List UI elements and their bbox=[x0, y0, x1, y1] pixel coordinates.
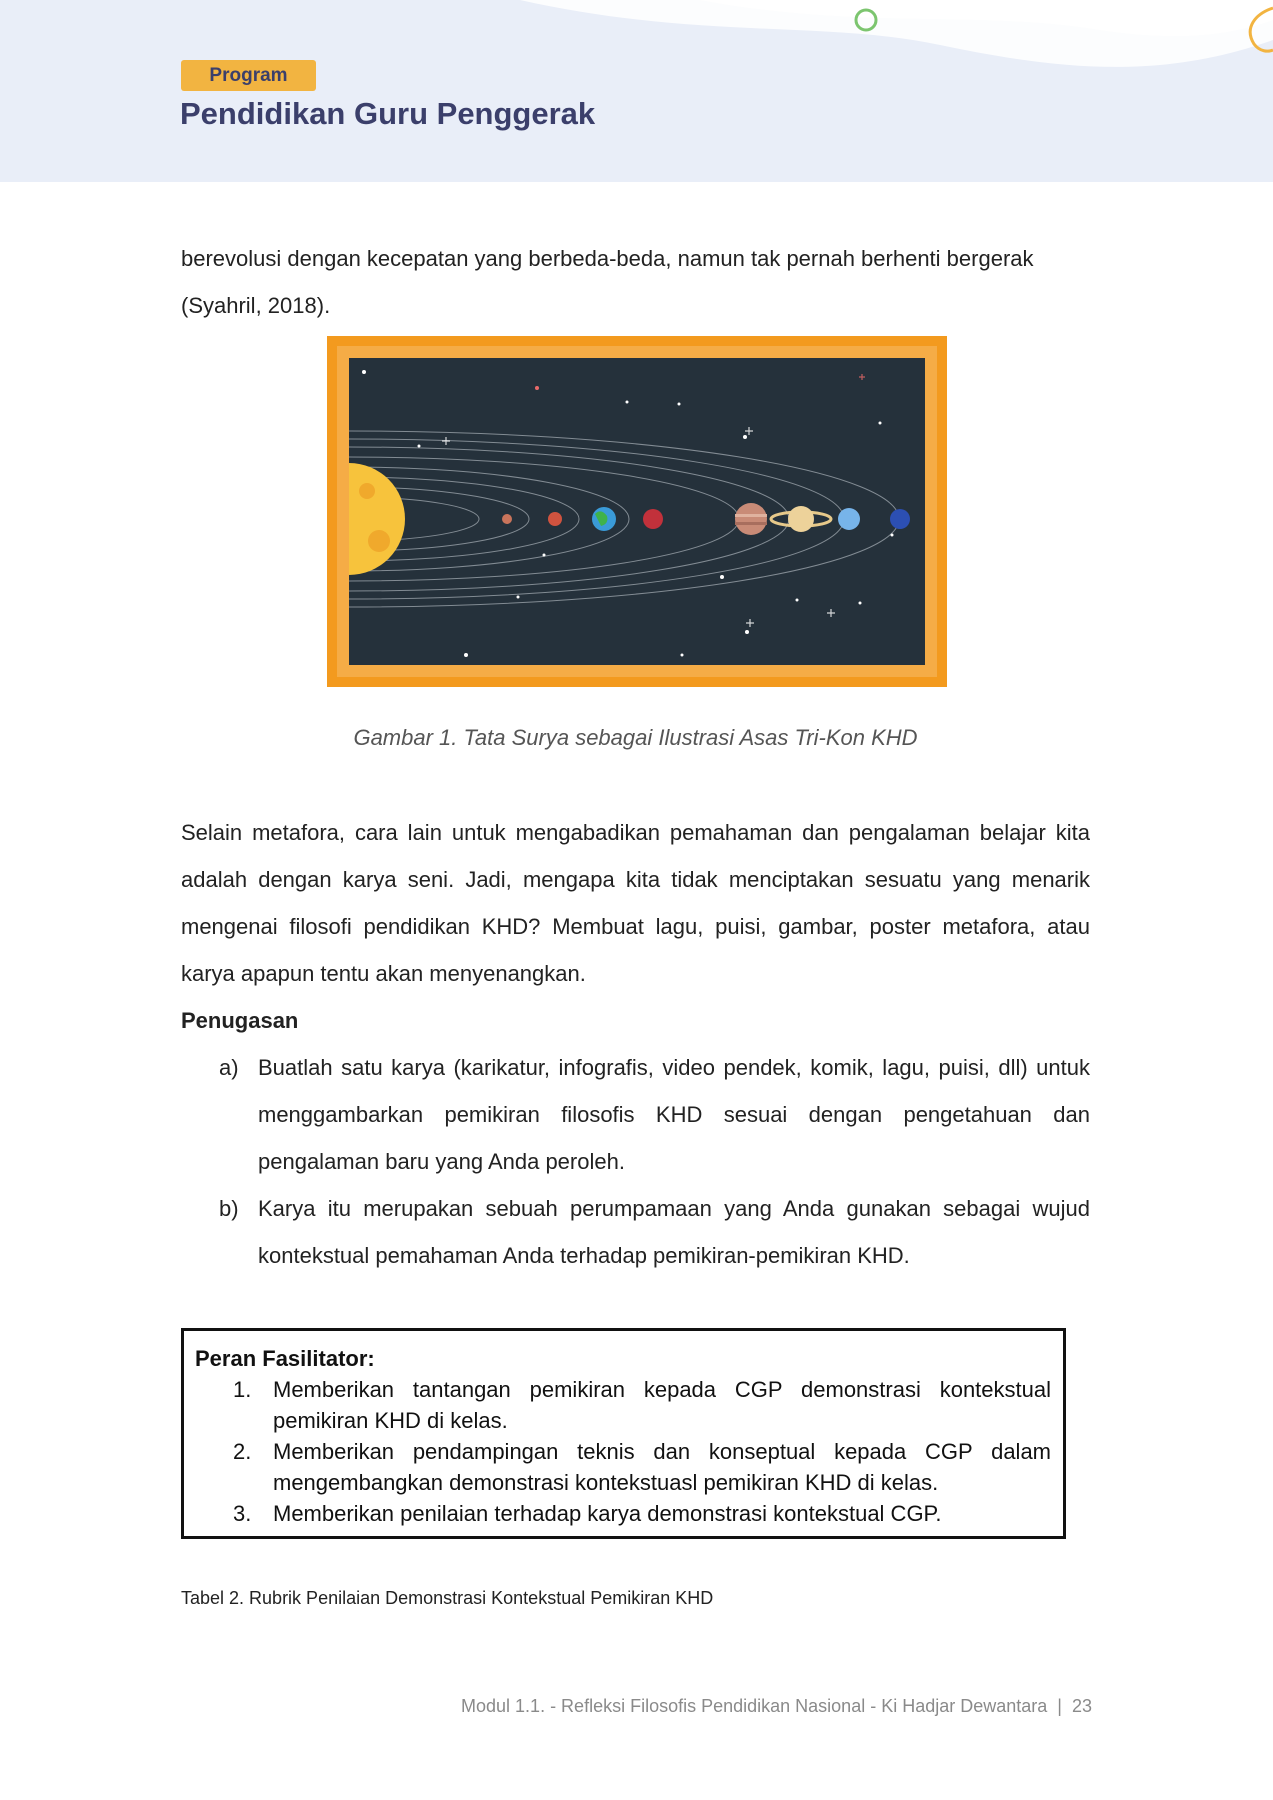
facilitator-item-number: 1. bbox=[233, 1377, 252, 1402]
facilitator-item bbox=[195, 1374, 1051, 1436]
footer-separator: | bbox=[1057, 1696, 1062, 1716]
assignment-heading: Penugasan bbox=[181, 1008, 299, 1033]
table-caption: Tabel 2. Rubrik Penilaian Demonstrasi Kontekstual Pemikiran KHD bbox=[181, 1588, 714, 1608]
solar-system-illustration bbox=[327, 336, 947, 687]
planet-uranus bbox=[838, 508, 860, 530]
page-header bbox=[0, 0, 1273, 182]
facilitator-item bbox=[195, 1436, 1051, 1498]
planet-neptune bbox=[890, 509, 910, 529]
facilitator-item-text: Memberikan penilaian terhadap karya demonstrasi kontekstual CGP. bbox=[273, 1501, 942, 1526]
planet-mercury bbox=[502, 514, 512, 524]
intro-line-1: berevolusi dengan kecepatan yang berbeda-beda, namun tak pernah berhenti bergerak bbox=[181, 246, 1034, 271]
space-background bbox=[349, 358, 925, 665]
facilitator-item bbox=[195, 1498, 1051, 1529]
program-badge: Program bbox=[181, 60, 316, 91]
planet-saturn bbox=[788, 506, 814, 532]
facilitator-item-number: 3. bbox=[233, 1501, 252, 1526]
footer-module-title: Modul 1.1. - Refleksi Filosofis Pendidikan Nasional - Ki Hadjar Dewantara bbox=[461, 1696, 1048, 1716]
planet-mars bbox=[643, 509, 663, 529]
list-marker: b) bbox=[219, 1196, 239, 1221]
facilitator-item-text: Memberikan pendampingan teknis dan konseptual kepada CGP dalam mengembangkan demonstrasi kontekstuasl pemikiran KHD di kelas. bbox=[273, 1439, 1051, 1495]
list-marker: a) bbox=[219, 1055, 239, 1080]
list-item bbox=[181, 1044, 1090, 1185]
program-title: Pendidikan Guru Penggerak bbox=[180, 96, 596, 131]
facilitator-item-text: Memberikan tantangan pemikiran kepada CGP demonstrasi kontekstual pemikiran KHD di kelas. bbox=[273, 1377, 1051, 1433]
page-number: 23 bbox=[1071, 1696, 1092, 1716]
planet-jupiter bbox=[735, 503, 767, 535]
list-item bbox=[181, 1185, 1090, 1279]
page-footer bbox=[461, 1696, 1092, 1717]
facilitator-item-number: 2. bbox=[233, 1439, 252, 1464]
header-wave-decoration bbox=[0, 0, 1273, 182]
list-item-text: Karya itu merupakan sebuah perumpamaan yang Anda gunakan sebagai wujud kontekstual pemahaman Anda terhadap pemikiran-pemikiran KHD. bbox=[258, 1196, 1090, 1268]
intro-line-2: (Syahril, 2018). bbox=[181, 293, 331, 318]
list-item-text: Buatlah satu karya (karikatur, infografis, video pendek, komik, lagu, puisi, dll) untuk menggambarkan pemikiran filosofis KHD sesuai dengan pengetahuan dan pengalaman baru yang Anda peroleh. bbox=[258, 1055, 1090, 1174]
art-paragraph: Selain metafora, cara lain untuk mengabadikan pemahaman dan pengalaman belajar kita adalah dengan karya seni. Jadi, mengapa kita tidak menciptakan sesuatu yang menarik mengenai filosofi pendidikan KHD? Membuat lagu, puisi, gambar, poster metafora, atau karya apapun tentu akan menyenangkan. bbox=[181, 820, 1090, 986]
facilitator-box bbox=[181, 1328, 1066, 1539]
facilitator-title: Peran Fasilitator: bbox=[195, 1346, 375, 1371]
figure-caption: Gambar 1. Tata Surya sebagai Ilustrasi Asas Tri-Kon KHD bbox=[353, 725, 918, 750]
planet-venus bbox=[548, 512, 562, 526]
